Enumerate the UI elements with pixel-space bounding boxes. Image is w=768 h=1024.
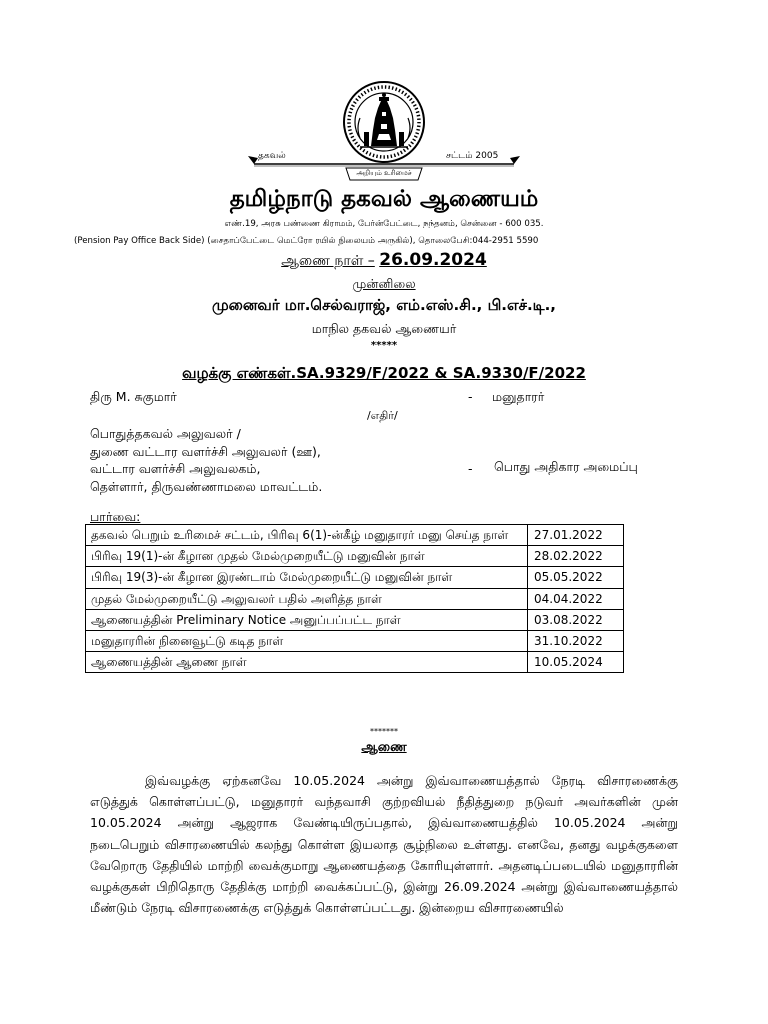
commissioner-name: முனைவர் மா.செல்வராஜ், எம்.எஸ்.சி., பி.எச்.டி., bbox=[212, 296, 556, 314]
emblem-left-text: தகவல் bbox=[258, 151, 286, 161]
commission-title: தமிழ்நாடு தகவல் ஆணையம் bbox=[229, 186, 539, 212]
order-separator-stars: ******* bbox=[370, 727, 398, 736]
table-row bbox=[86, 546, 624, 567]
petitioner-name: திரு M. சுகுமார் bbox=[90, 389, 177, 404]
order-heading: ஆணை bbox=[361, 740, 407, 755]
reference-desc: முதல் மேல்முறையீட்டு அலுவலர் பதில் அளித்த நாள் bbox=[86, 588, 528, 609]
case-number: வழக்கு எண்கள்.SA.9329/F/2022 & SA.9330/F/2022 bbox=[182, 364, 586, 382]
reference-desc: மனுதாரரின் நினைவூட்டு கடித நாள் bbox=[86, 630, 528, 651]
reference-date: 10.05.2024 bbox=[528, 652, 624, 673]
respondent-role: பொது அதிகார அமைப்பு bbox=[494, 459, 638, 474]
table-row bbox=[86, 630, 624, 651]
address-line-1: எண்.19, அரசு பண்ணை கிராமம், பேர்ன்பேட்டை, நந்தனம், சென்னை - 600 035. bbox=[224, 219, 544, 229]
reference-date: 31.10.2022 bbox=[528, 630, 624, 651]
address-line-2: (Pension Pay Office Back Side) (சைதாப்பேட்டை மெட்ரோ ரயில் நிலையம் அருகில்), தொலைபேசி:044-2951 5590 bbox=[74, 236, 539, 246]
reference-date: 28.02.2022 bbox=[528, 546, 624, 567]
reference-desc: ஆணையத்தின் ஆணை நாள் bbox=[86, 652, 528, 673]
order-paragraph: இவ்வழக்கு ஏற்கனவே 10.05.2024 அன்று இவ்வாணையத்தால் நேரடி விசாரணைக்கு எடுத்துக் கொள்ளப்பட்டு, மனுதாரர் வந்தவாசி குற்றவியல் நீதித்துறை நடுவர் அவர்களின் முன் 10.05.2024 அன்று ஆஜராக வேண்டியிருப்பதால், இவ்வாணையத்தில் 10.05.2024 அன்று நடைபெறும் விசாரணையில் கலந்து கொள்ள இயலாத சூழ்நிலை உள்ளது. எனவே, தனது வழக்குகளை வேறொரு தேதியில் மாற்றி வைக்குமாறு ஆணையத்தை கோரியுள்ளார். அதனடிப்படையில் மனுதாரரின் வழக்குகள் பிறிதொரு தேதிக்கு மாற்றி வைக்கப்பட்டு, இன்று 26.09.2024 அன்று இவ்வாணையத்தால் மீண்டும் நேரடி விசாரணைக்கு எடுத்துக் கொள்ளப்பட்டது. இன்றைய விசாரணையில் bbox=[90, 773, 678, 916]
reference-date: 05.05.2022 bbox=[528, 567, 624, 588]
table-row bbox=[86, 588, 624, 609]
reference-date: 27.01.2022 bbox=[528, 525, 624, 546]
table-row bbox=[86, 567, 624, 588]
reference-date: 03.08.2022 bbox=[528, 609, 624, 630]
respondent-dash: - bbox=[468, 461, 473, 476]
reference-desc: தகவல் பெறும் உரிமைச் சட்டம், பிரிவு 6(1)-ன்கீழ் மனுதாரர் மனு செய்த நாள் bbox=[86, 525, 528, 546]
table-row bbox=[86, 609, 624, 630]
separator-stars: ***** bbox=[370, 340, 398, 351]
versus: /எதிர்/ bbox=[367, 409, 398, 422]
table-row bbox=[86, 525, 624, 546]
reference-desc: பிரிவு 19(1)-ன் கீழான முதல் மேல்முறையீட்டு மனுவின் நாள் bbox=[86, 546, 528, 567]
reference-table bbox=[85, 524, 624, 673]
reference-desc: பிரிவு 19(3)-ன் கீழான இரண்டாம் மேல்முறையீட்டு மனுவின் நாள் bbox=[86, 567, 528, 588]
order-date-line bbox=[0, 250, 768, 271]
table-row bbox=[86, 652, 624, 673]
reference-desc: ஆணையத்தின் Preliminary Notice அனுப்பப்பட்ட நாள் bbox=[86, 609, 528, 630]
respondent-line-3: வட்டார வளர்ச்சி அலுவலகம், bbox=[90, 461, 261, 476]
respondent-line-1: பொதுத்தகவல் அலுவலர் / bbox=[90, 426, 241, 441]
tnic-emblem bbox=[248, 80, 520, 186]
commissioner-designation: மாநில தகவல் ஆணையர் bbox=[311, 321, 457, 336]
petitioner-dash: - bbox=[468, 389, 473, 404]
order-date-value: 26.09.2024 bbox=[379, 250, 487, 270]
respondent-line-4: தெள்ளார், திருவண்ணாமலை மாவட்டம். bbox=[90, 479, 323, 494]
emblem-right-text: சட்டம் 2005 bbox=[446, 151, 499, 161]
presence-heading: முன்னிலை bbox=[352, 276, 416, 291]
petitioner-role: மனுதாரர் bbox=[492, 389, 545, 404]
reference-date: 04.04.2022 bbox=[528, 588, 624, 609]
emblem-banner-text: அறியும் உரிமைச் bbox=[356, 169, 412, 177]
order-date-label: ஆணை நாள் – bbox=[281, 253, 375, 269]
respondent-line-2: துணை வட்டார வளர்ச்சி அலுவலர் (ஊ), bbox=[90, 444, 321, 459]
reference-heading: பார்வை: bbox=[90, 509, 141, 524]
